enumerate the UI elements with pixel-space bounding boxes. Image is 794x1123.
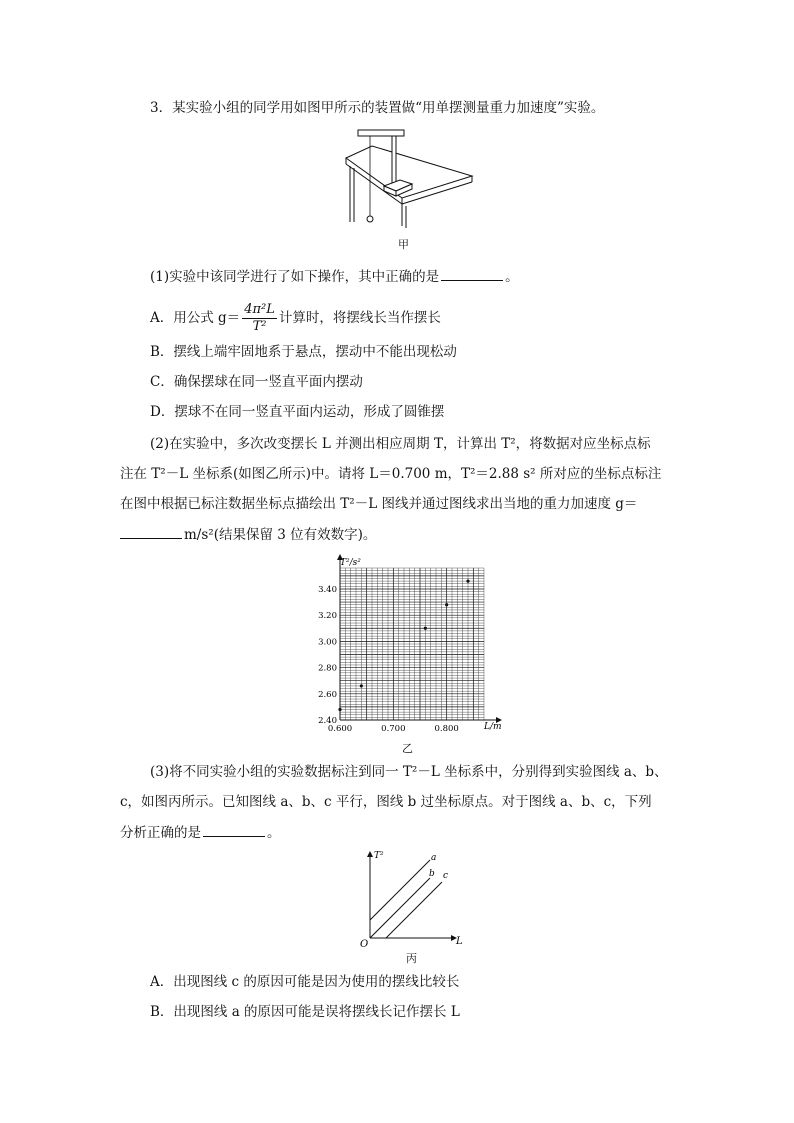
figure-a-caption: 甲 [398,238,409,251]
chart-x-tick-label: 0.600 [327,724,353,734]
part3-line2: c，如图丙所示。已知图线 a、b、c 平行，图线 b 过坐标原点。对于图线 a、b、c，下列 [120,794,652,810]
option-1a-pre: A．用公式 g＝ [150,310,241,326]
option-1b: B．摆线上端牢固地系于悬点，摆动中不能出现松动 [150,344,457,360]
chart-y-tick-label: 2.60 [318,689,337,700]
formula-fraction [242,302,277,335]
figure-b-caption: 乙 [402,742,413,755]
chart-y-tick-label: 2.40 [318,716,337,726]
part3-line3-text: 分析正确的是 [120,825,201,841]
fig-c-xlabel: L [456,936,463,947]
chart-y-tick-label: 2.80 [318,663,337,674]
fig-c-label-a: a [431,853,437,863]
chart-grid [340,568,484,720]
figure-c-lines [356,846,476,950]
answer-blank-3[interactable] [203,822,265,837]
figure-a-apparatus [340,126,480,230]
chart-axes [337,554,502,723]
chart-point [338,708,341,711]
chart-point [360,684,363,687]
answer-blank-2[interactable] [120,524,182,539]
fig-c-ylabel: T² [374,851,384,861]
part3-line3 [120,822,281,843]
option-1c: C．确保摆球在同一竖直平面内摆动 [150,374,363,390]
part2-line1: (2)在实验中，多次改变摆长 L 并测出相应周期 T，计算出 T²，将数据对应坐标点标 [150,436,651,452]
chart-y-tick-label: 3.40 [318,584,337,595]
part1-prompt-end: 。 [505,269,519,285]
chart-point [445,603,448,606]
chart-x-tick-label: 0.700 [381,724,406,734]
question-stem: 3．某实验小组的同学用如图甲所示的装置做“用单摆测量重力加速度”实验。 [150,100,605,116]
part1-prompt-text: (1)实验中该同学进行了如下操作，其中正确的是 [150,269,440,285]
fig-c-line-b [370,878,430,938]
chart-point [466,580,469,583]
answer-blank-1[interactable] [441,266,503,281]
option-1a-post: 计算时，将摆线长当作摆长 [278,310,441,326]
option-3a: A．出现图线 c 的原因可能是因为使用的摆线比较长 [150,974,460,990]
fig-c-line-c [386,882,442,938]
part2-line4 [120,524,376,545]
chart-xlabel: L/m [484,722,502,732]
chart-y-tick-label: 3.00 [318,637,337,648]
part2-line4-text: m/s²(结果保留 3 位有效数字)。 [184,527,377,543]
option-3b: B．出现图线 a 的原因可能是误将摆线长记作摆长 L [150,1004,460,1020]
chart-x-tick-label: 0.800 [434,724,459,734]
fraction-numerator: 4π²L [244,302,275,317]
fig-c-label-b: b [429,869,435,879]
part2-line3: 在图中根据已标注数据坐标点描绘出 T²－L 图线并通过图线求出当地的重力加速度 g＝ [120,496,638,512]
part2-line2: 注在 T²－L 坐标系(如图乙所示)中。请将 L＝0.700 m，T²＝2.88 s² 所对应的坐标点标注 [120,466,662,482]
fig-c-origin: O [360,939,369,950]
chart-point [424,627,427,630]
option-1a [150,300,441,336]
option-1d: D．摆球不在同一竖直平面内运动，形成了圆锥摆 [150,404,445,420]
part3-line1: (3)将不同实验小组的实验数据标注到同一 T²－L 坐标系中，分别得到实验图线 a、b、 [150,764,668,780]
part1-prompt [150,266,519,287]
part3-line3-end: 。 [267,825,281,841]
fig-c-line-a [370,860,430,920]
fraction-denominator: T² [252,319,267,334]
figure-b-chart [300,552,510,738]
figure-c-caption: 丙 [406,952,417,965]
chart-y-tick-label: 3.20 [318,611,337,622]
fig-c-label-c: c [443,871,449,881]
chart-ylabel: T²/s² [340,558,361,568]
